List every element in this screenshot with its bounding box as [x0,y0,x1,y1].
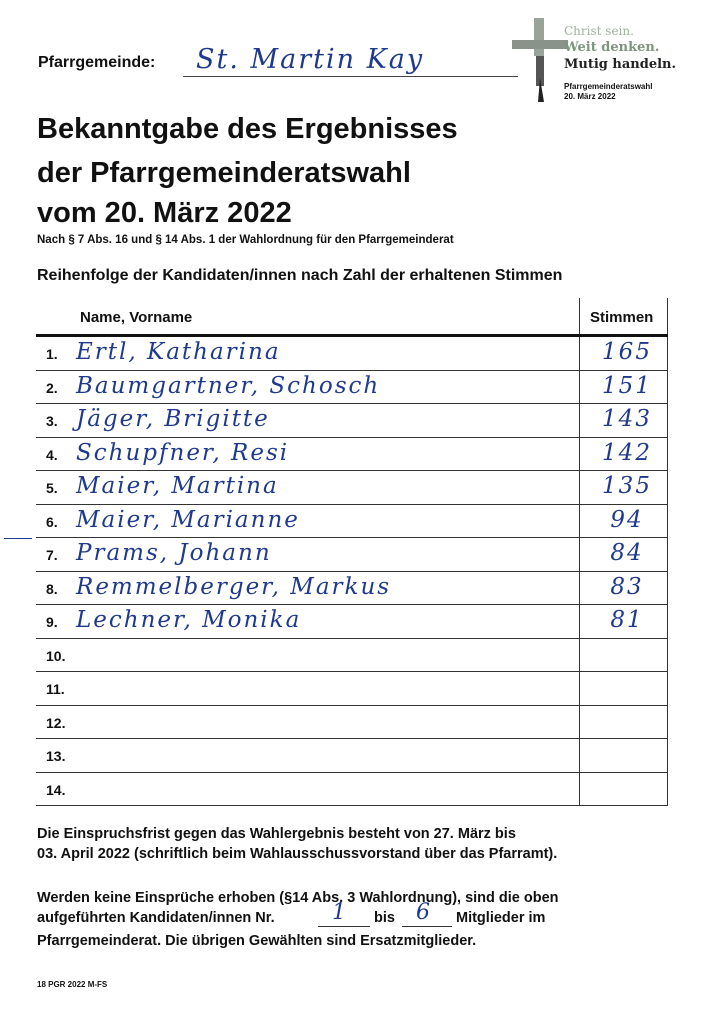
title-line-3: vom 20. März 2022 [37,197,292,229]
candidate-name: Baumgartner, Schosch [76,372,381,399]
row-number: 9. [46,614,58,630]
logo-line-5: 20. März 2022 [564,92,616,101]
table-row [36,438,668,472]
table-row [36,773,668,807]
vote-count: 142 [602,439,652,466]
margin-mark [4,538,32,539]
vote-count: 151 [602,372,652,399]
table-row [36,371,668,405]
logo-line-2: Weit denken. [564,40,660,55]
candidate-name: Prams, Johann [76,540,272,566]
table-row [36,706,668,740]
parish-underline [183,76,518,77]
vote-count: 165 [602,339,652,365]
title-line-2: der Pfarrgemeinderatswahl [37,157,411,189]
table-row [36,404,668,438]
to-value: 6 [416,900,432,925]
row-number: 6. [46,513,58,530]
vote-count: 94 [610,506,644,533]
conclusion-line-1: Werden keine Einsprüche erhoben (§14 Abs. 3 Wahlordnung), sind die oben [37,890,559,906]
conclusion-line-2-end: Mitglieder im [456,910,546,926]
vote-count: 84 [610,540,644,566]
from-field [318,900,370,927]
candidate-name: Remmelberger, Markus [76,573,392,600]
table-row [36,605,668,639]
to-field [402,900,452,927]
campaign-logo [510,18,680,110]
candidate-name: Maier, Marianne [76,506,300,533]
row-number: 14. [46,781,66,798]
col-header-name: Name, Vorname [80,309,193,326]
parish-label: Pfarrgemeinde: [38,54,156,71]
row-number: 5. [46,480,58,496]
vote-count: 83 [610,573,644,600]
vote-count: 81 [610,607,644,633]
objection-line-2: 03. April 2022 (schriftlich beim Wahlausschussvorstand über das Pfarramt). [37,846,558,862]
candidate-name: Ertl, Katharina [76,339,281,365]
row-number: 2. [46,379,58,396]
logo-line-4: Pfarrgemeinderatswahl [564,82,653,91]
vote-count: 143 [602,406,652,432]
table-row [36,505,668,539]
candidate-name: Jäger, Brigitte [76,406,270,432]
row-number: 10. [46,647,66,664]
conclusion-line-3: Pfarrgemeinderat. Die übrigen Gewählten sind Ersatzmitglieder. [37,933,477,949]
table-row [36,672,668,706]
table-row [36,572,668,606]
row-number: 7. [46,547,58,563]
results-table [36,298,668,806]
candidate-name: Lechner, Monika [76,607,302,633]
form-code: 18 PGR 2022 M-FS [37,980,108,989]
table-body [36,337,668,806]
objection-line-1: Die Einspruchsfrist gegen das Wahlergebnis besteht von 27. März bis [37,826,516,842]
candidate-name: Maier, Martina [76,473,279,499]
logo-line-1: Christ sein. [564,24,634,38]
legal-note: Nach § 7 Abs. 16 und § 14 Abs. 1 der Wahlordnung für den Pfarrgemeinderat [37,234,454,246]
row-number: 4. [46,446,58,463]
row-number: 3. [46,413,58,429]
row-number: 13. [46,748,66,764]
table-row [36,639,668,673]
row-number: 11. [46,681,65,697]
cross-icon [510,18,570,110]
table-header [36,298,668,337]
table-row [36,739,668,773]
from-value: 1 [332,900,348,925]
table-row [36,337,668,371]
parish-name: St. Martin Kay [196,44,425,75]
table-row [36,538,668,572]
vote-count: 135 [602,473,652,499]
row-number: 8. [46,580,58,597]
title-line-1: Bekanntgabe des Ergebnisses [37,113,458,145]
conclusion-bis: bis [374,910,395,926]
section-heading: Reihenfolge der Kandidaten/innen nach Zahl der erhaltenen Stimmen [37,267,563,284]
col-header-votes: Stimmen [590,309,654,326]
row-number: 12. [46,714,66,731]
conclusion-line-2-start: aufgeführten Kandidaten/innen Nr. [37,910,275,926]
logo-line-3: Mutig handeln. [564,57,677,72]
row-number: 1. [46,346,58,362]
candidate-name: Schupfner, Resi [76,439,290,466]
table-row [36,471,668,505]
